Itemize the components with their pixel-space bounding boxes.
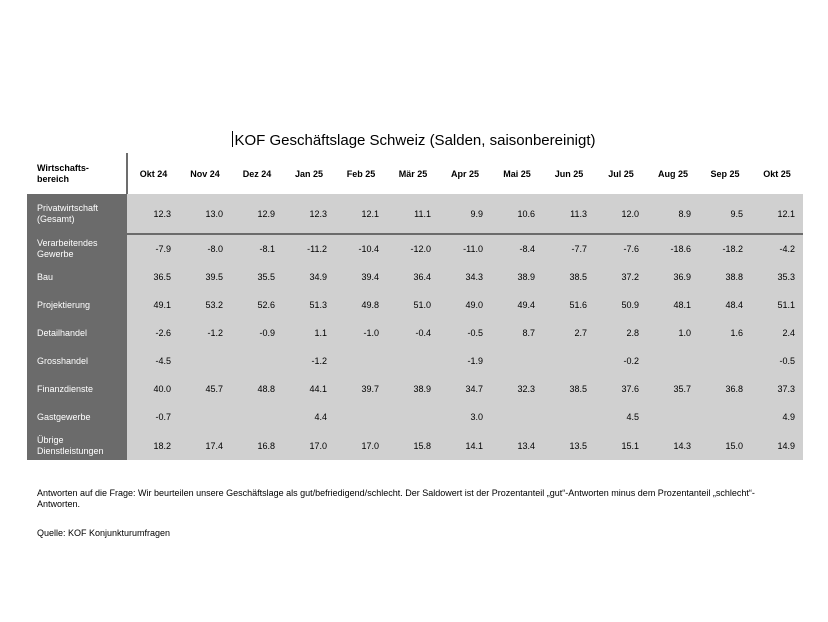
table-cell: 4.5 bbox=[595, 403, 647, 431]
table-cell: 36.5 bbox=[127, 263, 179, 291]
table-cell: 44.1 bbox=[283, 375, 335, 403]
table-cell: 53.2 bbox=[179, 291, 231, 319]
table-cell: 32.3 bbox=[491, 375, 543, 403]
table-cell: 11.1 bbox=[387, 194, 439, 234]
table-row bbox=[27, 431, 803, 460]
table-cell: 2.4 bbox=[751, 319, 803, 347]
table-cell: -7.9 bbox=[127, 234, 179, 263]
table-cell bbox=[491, 403, 543, 431]
table-cell: 51.6 bbox=[543, 291, 595, 319]
data-table-container bbox=[27, 153, 799, 460]
row-label: Grosshandel bbox=[27, 347, 127, 375]
table-cell bbox=[231, 403, 283, 431]
table-cell: 14.9 bbox=[751, 431, 803, 460]
table-cell: 1.0 bbox=[647, 319, 699, 347]
table-cell: 48.4 bbox=[699, 291, 751, 319]
column-header: Okt 25 bbox=[751, 153, 803, 194]
row-label: Projektierung bbox=[27, 291, 127, 319]
table-cell: -18.2 bbox=[699, 234, 751, 263]
table-cell: -1.0 bbox=[335, 319, 387, 347]
table-cell: 34.9 bbox=[283, 263, 335, 291]
table-cell: 8.7 bbox=[491, 319, 543, 347]
table-cell: 48.1 bbox=[647, 291, 699, 319]
table-cell: 17.4 bbox=[179, 431, 231, 460]
column-header: Mai 25 bbox=[491, 153, 543, 194]
table-cell: -0.5 bbox=[751, 347, 803, 375]
table-cell: 49.1 bbox=[127, 291, 179, 319]
table-cell: -10.4 bbox=[335, 234, 387, 263]
table-cell: 49.0 bbox=[439, 291, 491, 319]
table-cell: -18.6 bbox=[647, 234, 699, 263]
table-cell: 48.8 bbox=[231, 375, 283, 403]
table-cell: 49.8 bbox=[335, 291, 387, 319]
row-label: Übrige Dienstleistungen bbox=[27, 431, 127, 460]
table-cell bbox=[387, 403, 439, 431]
table-cell: 2.8 bbox=[595, 319, 647, 347]
row-header-label: Wirtschafts- bereich bbox=[27, 153, 127, 194]
table-cell: -11.2 bbox=[283, 234, 335, 263]
column-header: Jun 25 bbox=[543, 153, 595, 194]
table-row bbox=[27, 194, 803, 234]
table-cell: -0.2 bbox=[595, 347, 647, 375]
table-cell: 51.0 bbox=[387, 291, 439, 319]
table-row bbox=[27, 234, 803, 263]
table-cell: 34.3 bbox=[439, 263, 491, 291]
table-cell: 38.9 bbox=[387, 375, 439, 403]
table-cell: 12.9 bbox=[231, 194, 283, 234]
row-label: Finanzdienste bbox=[27, 375, 127, 403]
table-cell: 45.7 bbox=[179, 375, 231, 403]
table-header-row bbox=[27, 153, 803, 194]
table-cell: -7.6 bbox=[595, 234, 647, 263]
table-cell: 39.4 bbox=[335, 263, 387, 291]
table-cell bbox=[647, 347, 699, 375]
table-cell: 38.9 bbox=[491, 263, 543, 291]
table-row bbox=[27, 375, 803, 403]
column-header: Feb 25 bbox=[335, 153, 387, 194]
table-cell: 14.3 bbox=[647, 431, 699, 460]
table-cell: 2.7 bbox=[543, 319, 595, 347]
table-cell: 12.3 bbox=[283, 194, 335, 234]
table-cell: 37.2 bbox=[595, 263, 647, 291]
table-row bbox=[27, 319, 803, 347]
table-cell: -8.1 bbox=[231, 234, 283, 263]
table-cell: 4.9 bbox=[751, 403, 803, 431]
table-cell: 35.3 bbox=[751, 263, 803, 291]
table-cell: -12.0 bbox=[387, 234, 439, 263]
table-cell: 9.9 bbox=[439, 194, 491, 234]
table-cell: -4.2 bbox=[751, 234, 803, 263]
table-cell: 39.7 bbox=[335, 375, 387, 403]
column-header: Jul 25 bbox=[595, 153, 647, 194]
table-cell: 11.3 bbox=[543, 194, 595, 234]
table-cell bbox=[543, 403, 595, 431]
table-cell: -0.9 bbox=[231, 319, 283, 347]
chart-title-text: KOF Geschäftslage Schweiz (Salden, saisonbereinigt) bbox=[234, 132, 596, 149]
table-cell: 38.5 bbox=[543, 263, 595, 291]
table-cell bbox=[491, 347, 543, 375]
table-cell: 15.0 bbox=[699, 431, 751, 460]
column-header: Dez 24 bbox=[231, 153, 283, 194]
table-cell bbox=[179, 347, 231, 375]
table-cell: -1.9 bbox=[439, 347, 491, 375]
table-cell: 35.7 bbox=[647, 375, 699, 403]
table-cell bbox=[335, 347, 387, 375]
table-cell: 12.1 bbox=[335, 194, 387, 234]
table-row bbox=[27, 347, 803, 375]
table-cell: 36.4 bbox=[387, 263, 439, 291]
column-header: Mär 25 bbox=[387, 153, 439, 194]
table-cell: -4.5 bbox=[127, 347, 179, 375]
column-header: Apr 25 bbox=[439, 153, 491, 194]
data-table bbox=[27, 153, 803, 460]
table-cell bbox=[231, 347, 283, 375]
table-cell: 40.0 bbox=[127, 375, 179, 403]
table-cell: 18.2 bbox=[127, 431, 179, 460]
table-cell: 15.1 bbox=[595, 431, 647, 460]
table-cell: 1.6 bbox=[699, 319, 751, 347]
table-cell: 9.5 bbox=[699, 194, 751, 234]
table-cell: -0.5 bbox=[439, 319, 491, 347]
table-cell: 52.6 bbox=[231, 291, 283, 319]
table-cell: 39.5 bbox=[179, 263, 231, 291]
table-cell bbox=[647, 403, 699, 431]
table-cell: -8.0 bbox=[179, 234, 231, 263]
table-cell: -2.6 bbox=[127, 319, 179, 347]
table-cell: 15.8 bbox=[387, 431, 439, 460]
table-cell: 13.4 bbox=[491, 431, 543, 460]
table-cell: 17.0 bbox=[335, 431, 387, 460]
table-cell: -7.7 bbox=[543, 234, 595, 263]
table-cell: -0.4 bbox=[387, 319, 439, 347]
table-cell bbox=[387, 347, 439, 375]
table-cell: 37.3 bbox=[751, 375, 803, 403]
table-row bbox=[27, 403, 803, 431]
row-label: Privatwirtschaft (Gesamt) bbox=[27, 194, 127, 234]
table-cell: 51.1 bbox=[751, 291, 803, 319]
table-row bbox=[27, 263, 803, 291]
table-cell bbox=[699, 403, 751, 431]
row-label: Bau bbox=[27, 263, 127, 291]
table-cell bbox=[699, 347, 751, 375]
table-cell: 38.5 bbox=[543, 375, 595, 403]
table-cell: 12.1 bbox=[751, 194, 803, 234]
table-cell: 12.3 bbox=[127, 194, 179, 234]
table-body bbox=[27, 194, 803, 460]
table-cell: 17.0 bbox=[283, 431, 335, 460]
footnote: Antworten auf die Frage: Wir beurteilen unsere Geschäftslage als gut/befriedigend/schlecht. Der Saldowert ist der Prozentanteil „gut“-Antworten minus dem Prozentanteil „schlecht“-Antworten. bbox=[37, 488, 755, 509]
table-cell: 34.7 bbox=[439, 375, 491, 403]
table-cell: 51.3 bbox=[283, 291, 335, 319]
column-header: Jan 25 bbox=[283, 153, 335, 194]
table-cell: -8.4 bbox=[491, 234, 543, 263]
table-cell bbox=[543, 347, 595, 375]
table-cell: 38.8 bbox=[699, 263, 751, 291]
row-label: Verarbeitendes Gewerbe bbox=[27, 234, 127, 263]
table-cell: 14.1 bbox=[439, 431, 491, 460]
table-cell: -0.7 bbox=[127, 403, 179, 431]
table-cell: 1.1 bbox=[283, 319, 335, 347]
table-cell: -11.0 bbox=[439, 234, 491, 263]
table-cell: 36.9 bbox=[647, 263, 699, 291]
column-header: Nov 24 bbox=[179, 153, 231, 194]
table-cell: 37.6 bbox=[595, 375, 647, 403]
column-header: Okt 24 bbox=[127, 153, 179, 194]
table-cell: 8.9 bbox=[647, 194, 699, 234]
table-cell: 12.0 bbox=[595, 194, 647, 234]
table-row bbox=[27, 291, 803, 319]
table-cell: 16.8 bbox=[231, 431, 283, 460]
table-cell: 3.0 bbox=[439, 403, 491, 431]
table-cell: 4.4 bbox=[283, 403, 335, 431]
table-cell: 50.9 bbox=[595, 291, 647, 319]
column-header: Sep 25 bbox=[699, 153, 751, 194]
table-cell: 13.5 bbox=[543, 431, 595, 460]
table-cell: 13.0 bbox=[179, 194, 231, 234]
table-cell: 10.6 bbox=[491, 194, 543, 234]
table-cell: -1.2 bbox=[179, 319, 231, 347]
row-label: Gastgewerbe bbox=[27, 403, 127, 431]
column-header: Aug 25 bbox=[647, 153, 699, 194]
row-label: Detailhandel bbox=[27, 319, 127, 347]
table-cell: 35.5 bbox=[231, 263, 283, 291]
table-cell bbox=[335, 403, 387, 431]
chart-title bbox=[0, 131, 828, 150]
table-cell: 36.8 bbox=[699, 375, 751, 403]
table-cell bbox=[179, 403, 231, 431]
table-cell: -1.2 bbox=[283, 347, 335, 375]
source-note: Quelle: KOF Konjunkturumfragen bbox=[37, 528, 171, 538]
table-cell: 49.4 bbox=[491, 291, 543, 319]
